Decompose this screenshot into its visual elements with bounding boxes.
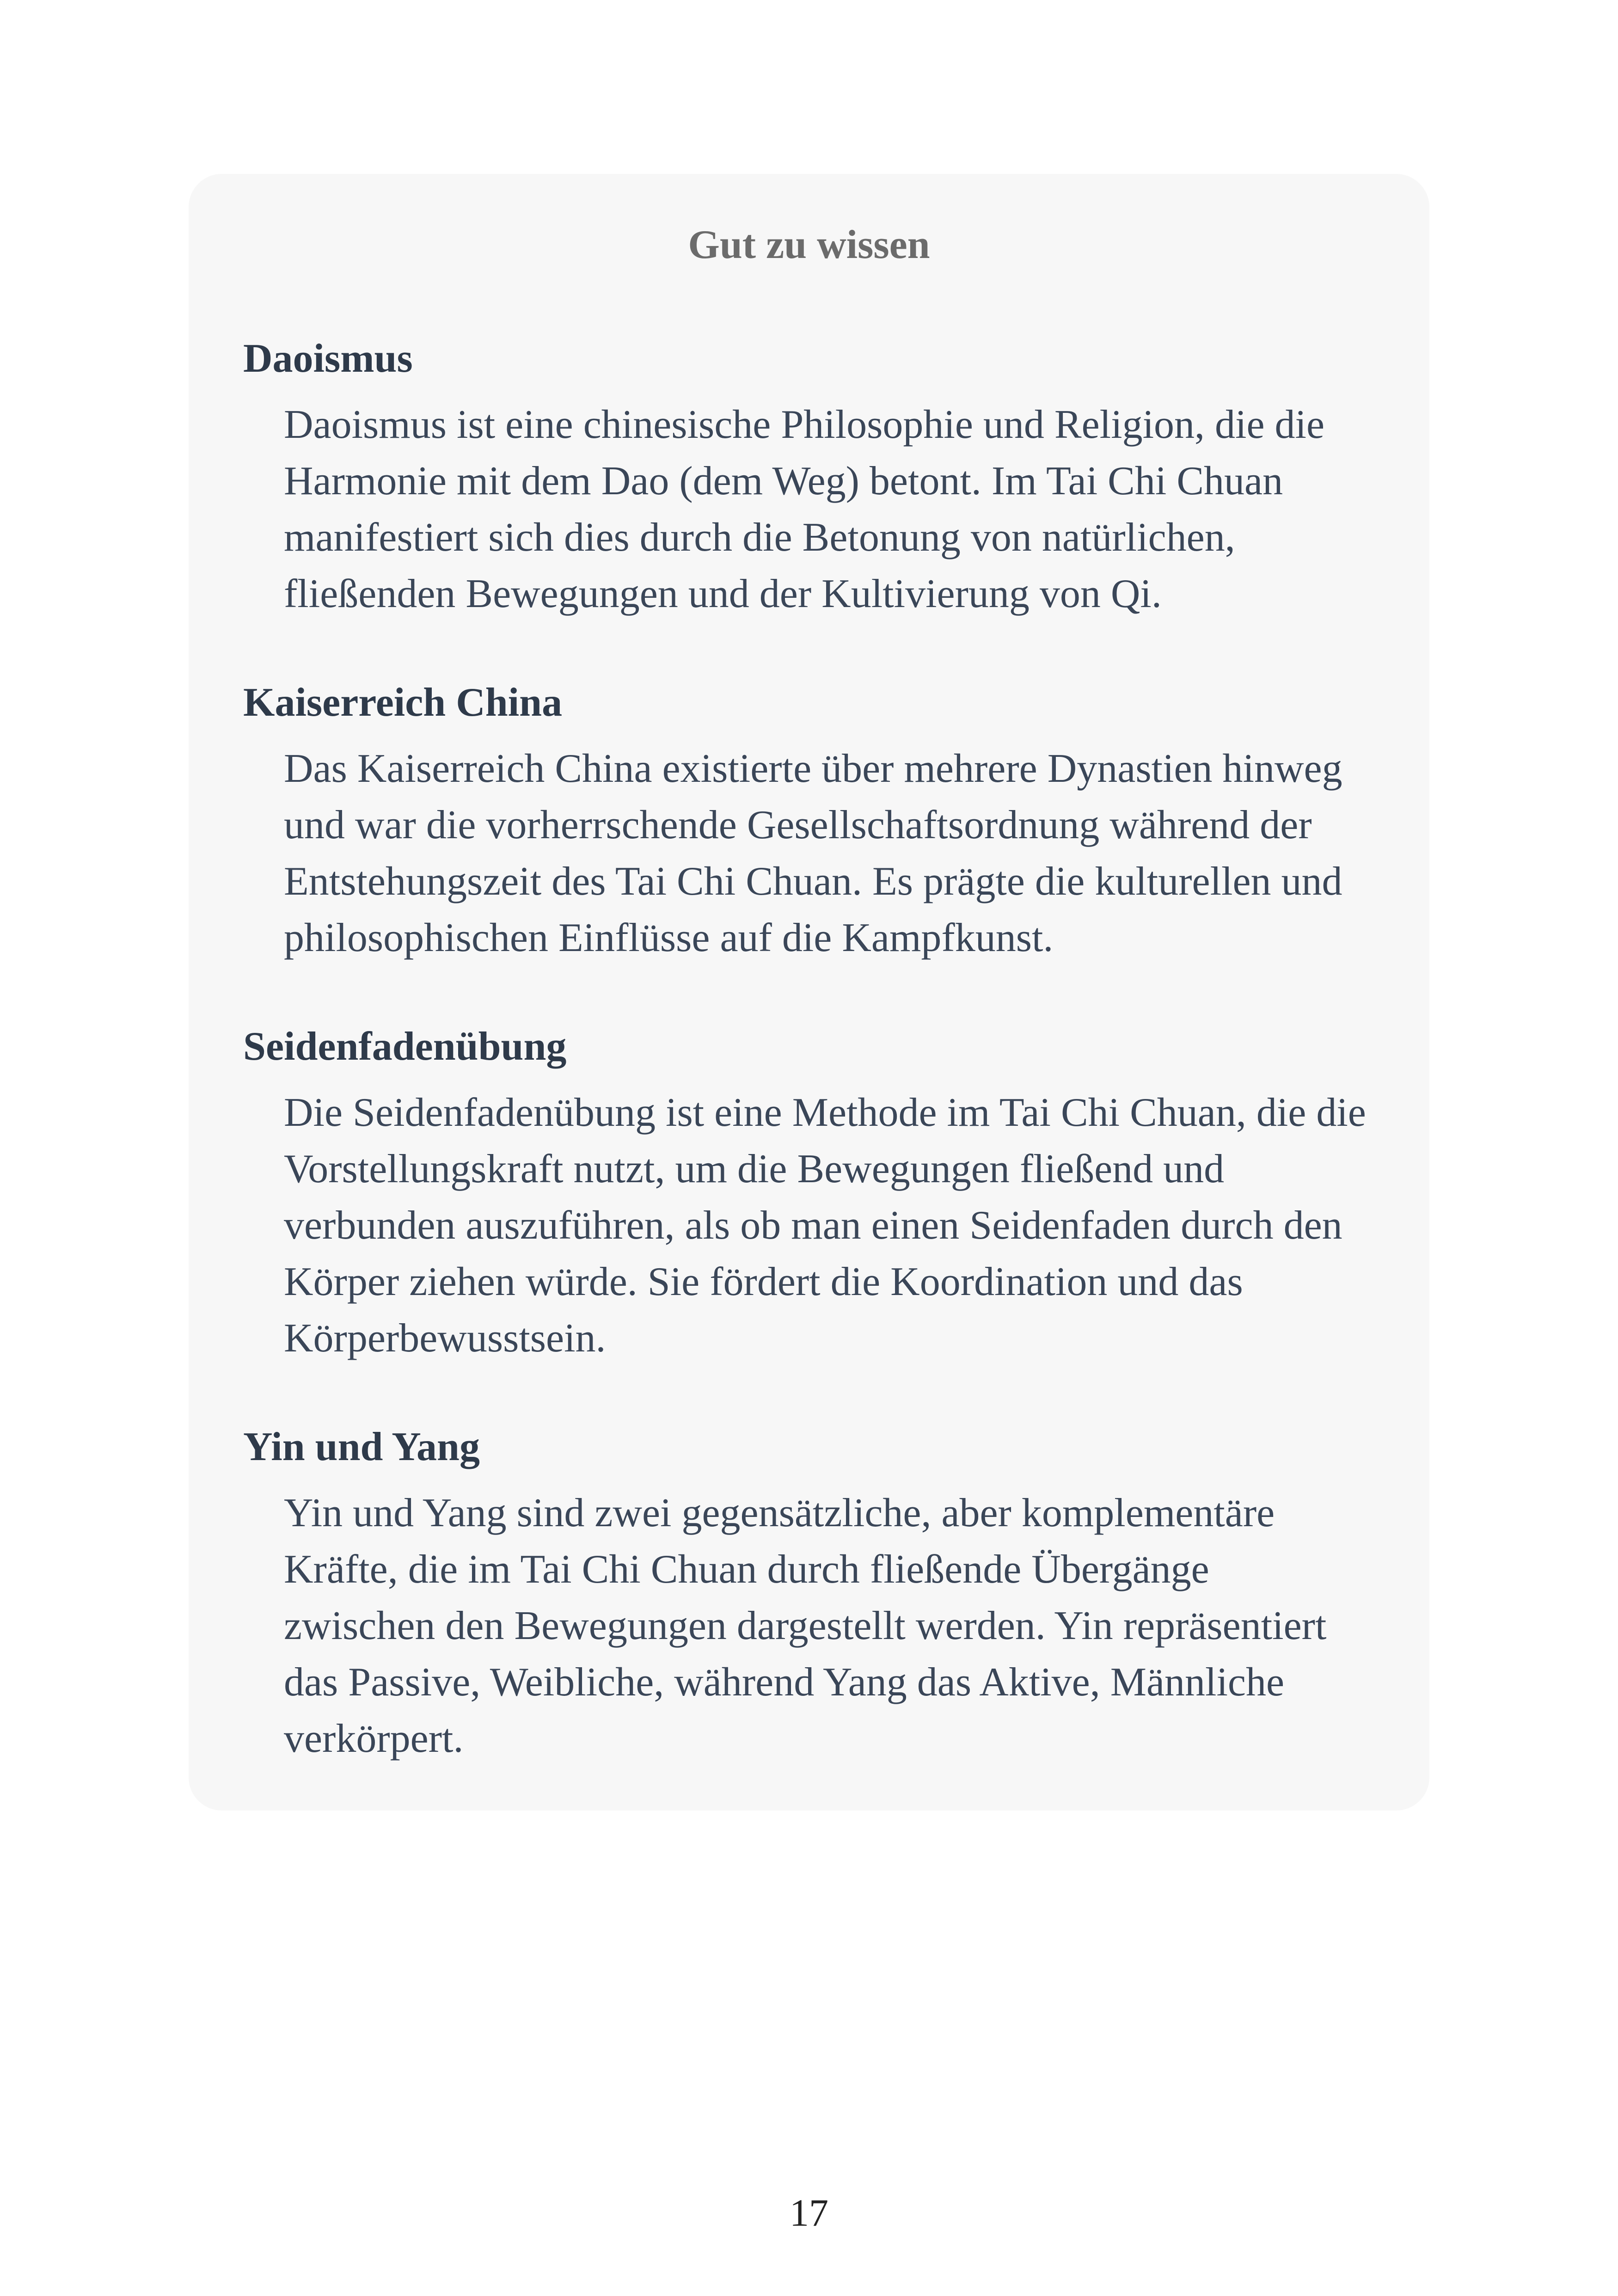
page-number: 17 xyxy=(790,2192,828,2235)
entry-term: Yin und Yang xyxy=(243,1424,480,1469)
entry-term: Kaiserreich China xyxy=(243,680,563,725)
entry-term: Seidenfadenübung xyxy=(243,1024,567,1069)
entry-definition: Yin und Yang sind zwei gegensätzliche, aber komplementäre Kräfte, die im Tai Chi Chuan durch fließende Übergänge zwischen den Bewegungen dargestellt werden. Yin repräsentiert das Passive, Weibliche, während Yang das Aktive, Männliche verkörpert. xyxy=(284,1491,1327,1761)
glossary-entry-yin-und-yang xyxy=(243,1424,1375,1767)
glossary-entry-kaiserreich-china xyxy=(243,682,1375,966)
entry-definition: Daoismus ist eine chinesische Philosophie und Religion, die die Harmonie mit dem Dao (dem Weg) betont. Im Tai Chi Chuan manifestiert sich dies durch die Betonung von natürlichen, fließenden Bewegungen und der Kultivierung von Qi. xyxy=(284,402,1325,616)
glossary-entry-daoismus xyxy=(243,338,1375,622)
entry-definition: Das Kaiserreich China existierte über mehrere Dynastien hinweg und war die vorherrschende Gesellschaftsordnung während der Entstehungszeit des Tai Chi Chuan. Es prägte die kulturellen und philosophischen Einflüsse auf die Kampfkunst. xyxy=(284,746,1342,960)
entry-term: Daoismus xyxy=(243,336,413,381)
info-box xyxy=(189,174,1429,1811)
box-title: Gut zu wissen xyxy=(688,222,930,267)
glossary-entry-seidenfadenuebung xyxy=(243,1026,1375,1367)
entry-definition: Die Seidenfadenübung ist eine Methode im Tai Chi Chuan, die die Vorstellungskraft nutzt, um die Bewegungen fließend und verbunden auszuführen, als ob man einen Seidenfaden durch den Körper ziehen würde. Sie fördert die Koordination und das Körperbewusstsein. xyxy=(284,1090,1366,1361)
